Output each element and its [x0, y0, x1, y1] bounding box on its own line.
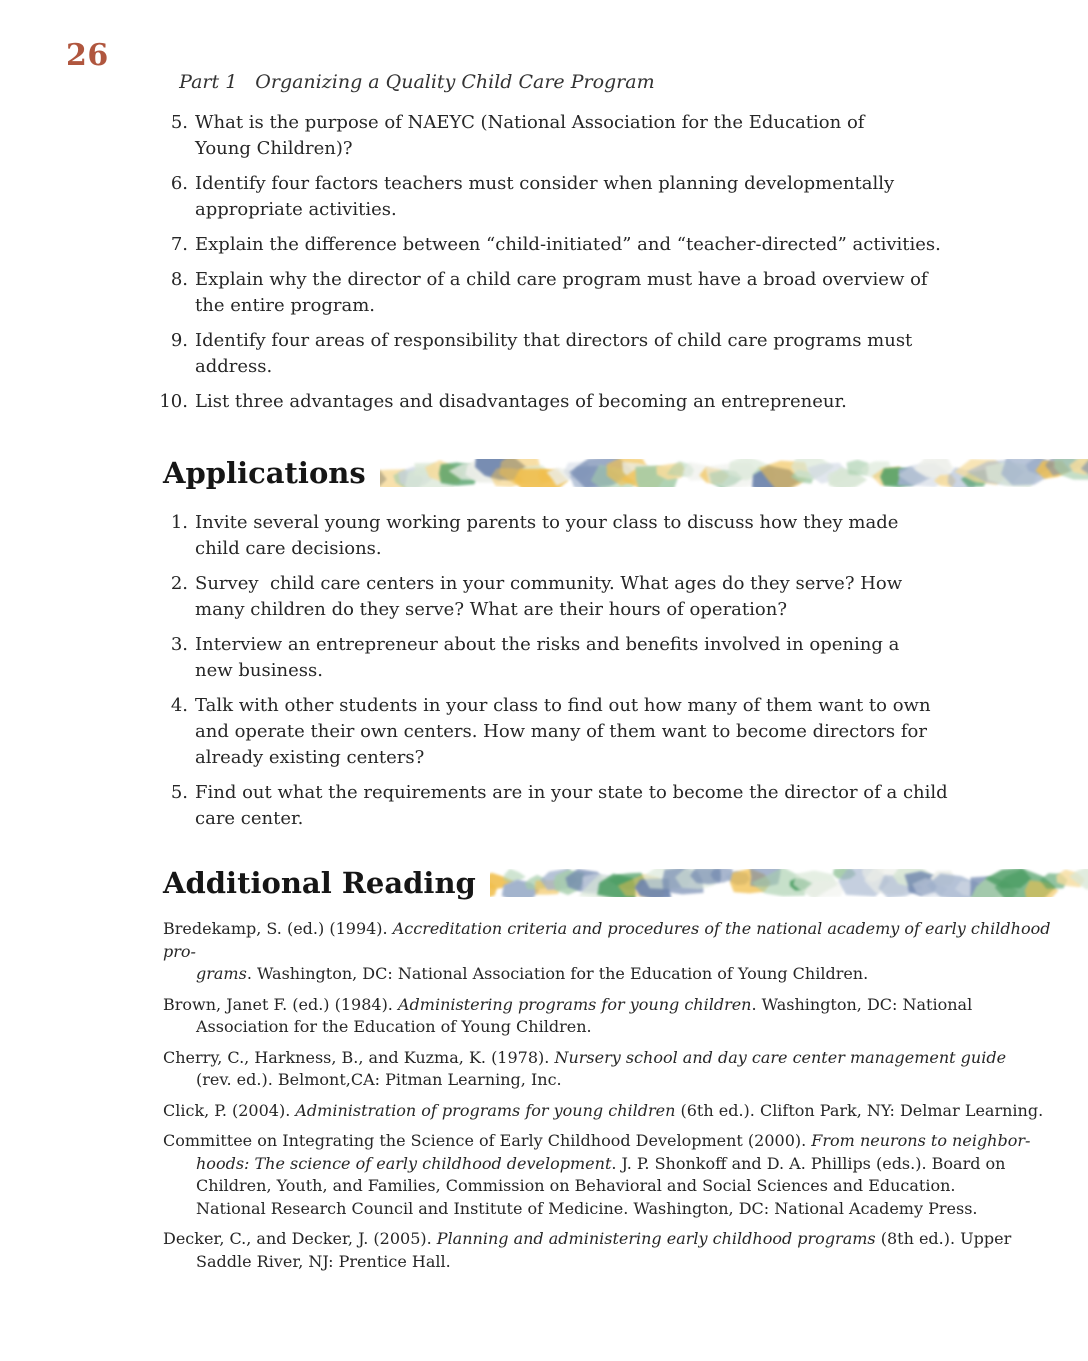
reference-text: Cherry, C., Harkness, B., and Kuzma, K. (1978).	[163, 1047, 555, 1067]
text-line: What is the purpose of NAEYC (National Association for the Education of	[195, 112, 865, 133]
running-head-title: Organizing a Quality Child Care Program	[255, 71, 655, 93]
list-item-text	[195, 110, 864, 162]
reference-line	[163, 918, 1088, 963]
applications-list	[156, 510, 1088, 841]
list-item-number: 4.	[170, 695, 188, 716]
page-number: 26	[66, 38, 109, 73]
reference-text: Children, Youth, and Families, Commission on Behavioral and Social Sciences and Education.	[196, 1176, 956, 1195]
reference-title-italic: From neurons to neighbor-	[811, 1131, 1031, 1150]
list-item-number: 3.	[170, 634, 188, 655]
text-line: address.	[195, 356, 273, 377]
list-item-number: 5.	[170, 782, 188, 803]
reference-text: Association for the Education of Young Children.	[196, 1017, 592, 1036]
reference-text: Brown, Janet F. (ed.) (1984).	[163, 994, 398, 1014]
text-line: Explain why the director of a child care program must have a broad overview of	[195, 269, 928, 290]
text-line: Identify four factors teachers must consider when planning developmentally	[195, 173, 895, 194]
reference-line	[163, 1047, 1088, 1070]
text-line: Interview an entrepreneur about the risks and benefits involved in opening a	[195, 634, 900, 655]
reference-line	[163, 1175, 1088, 1198]
list-item-text	[195, 328, 912, 380]
text-line: care center.	[195, 808, 304, 829]
list-item-text	[195, 389, 847, 415]
text-line: List three advantages and disadvantages of becoming an entrepreneur.	[195, 391, 847, 412]
list-item	[156, 267, 1088, 319]
list-item-text	[195, 693, 931, 771]
list-item-number: 8.	[170, 269, 188, 290]
reference-text: Committee on Integrating the Science of Early Childhood Development (2000).	[163, 1131, 812, 1150]
list-item	[156, 110, 1088, 162]
reference-title-italic: Administering programs for young children	[397, 994, 752, 1014]
reference-text: . Washington, DC: National	[751, 994, 973, 1014]
list-item-text	[195, 171, 894, 223]
text-line: appropriate activities.	[195, 199, 397, 220]
list-item	[156, 780, 1088, 832]
text-line: the entire program.	[195, 295, 376, 316]
text-line: Talk with other students in your class to find out how many of them want to own	[195, 695, 931, 716]
watercolor-band-decoration	[380, 459, 1088, 487]
list-item-text	[195, 780, 948, 832]
text-line: Explain the difference between “child-initiated” and “teacher-directed” activities.	[195, 234, 941, 255]
list-item-text	[195, 510, 898, 562]
reference-entry	[163, 1047, 1088, 1092]
running-head-part-label: Part 1	[179, 71, 238, 93]
text-line: Invite several young working parents to your class to discuss how they made	[195, 512, 899, 533]
list-item-number: 1.	[170, 512, 188, 533]
reference-text: (6th ed.). Clifton Park, NY: Delmar Learning.	[675, 1100, 1044, 1120]
page-content	[0, 96, 1088, 1281]
reference-title-italic: grams	[196, 964, 247, 983]
list-item	[156, 510, 1088, 562]
reference-title-italic: Administration of programs for young children	[295, 1100, 676, 1120]
reference-text: (8th ed.). Upper	[875, 1229, 1012, 1248]
text-line: Survey child care centers in your community. What ages do they serve? How	[195, 573, 903, 594]
list-item	[156, 389, 1088, 415]
list-item-text	[195, 571, 902, 623]
reference-line	[163, 1100, 1088, 1123]
list-item	[156, 171, 1088, 223]
reference-entry	[163, 1228, 1088, 1273]
reference-entry	[163, 994, 1088, 1039]
text-line: Identify four areas of responsibility that directors of child care programs must	[195, 330, 913, 351]
list-item-text	[195, 232, 941, 258]
section-title: Additional Reading	[163, 866, 476, 900]
text-line: Young Children)?	[195, 138, 353, 159]
list-item-number: 10.	[159, 391, 188, 412]
watercolor-band-decoration	[490, 869, 1088, 897]
reference-entry	[163, 1130, 1088, 1220]
reference-title-italic: Planning and administering early childhood programs	[436, 1229, 876, 1248]
reference-line	[163, 1069, 1088, 1092]
list-item-text	[195, 632, 899, 684]
list-item	[156, 693, 1088, 771]
reference-entry	[163, 1100, 1088, 1123]
text-line: new business.	[195, 660, 323, 681]
reference-text: (rev. ed.). Belmont,CA: Pitman Learning, Inc.	[196, 1070, 562, 1089]
list-item-number: 5.	[170, 112, 188, 133]
reference-line	[163, 1198, 1088, 1221]
list-item-number: 6.	[170, 173, 188, 194]
reference-text: . Washington, DC: National Association for the Education of Young Children.	[246, 964, 869, 983]
reference-title-italic: Accreditation criteria and procedures of the national academy of early childhood pro-	[163, 919, 1056, 961]
text-line: and operate their own centers. How many of them want to become directors for	[195, 721, 927, 742]
reference-text: Click, P. (2004).	[163, 1100, 296, 1120]
list-item-text	[195, 267, 928, 319]
list-item	[156, 571, 1088, 623]
reference-title-italic: Nursery school and day care center management guide	[554, 1047, 1007, 1067]
reference-text: Decker, C., and Decker, J. (2005).	[163, 1229, 437, 1248]
reference-line	[163, 1228, 1088, 1251]
reference-entry	[163, 918, 1088, 986]
reference-line	[163, 1016, 1088, 1039]
bibliography	[163, 918, 1088, 1281]
list-item-number: 2.	[170, 573, 188, 594]
additional-reading-section-heading	[163, 866, 1088, 900]
section-title: Applications	[163, 456, 366, 490]
list-item	[156, 328, 1088, 380]
reference-text: . J. P. Shonkoff and D. A. Phillips (eds.). Board on	[611, 1153, 1006, 1173]
reference-line	[163, 1153, 1088, 1176]
text-line: many children do they serve? What are their hours of operation?	[195, 599, 787, 620]
list-item	[156, 232, 1088, 258]
text-line: Find out what the requirements are in your state to become the director of a child	[195, 782, 948, 803]
text-line: already existing centers?	[195, 747, 425, 768]
reference-text: National Research Council and Institute of Medicine. Washington, DC: National Academy Press.	[196, 1198, 978, 1218]
reference-line	[163, 963, 1088, 986]
reference-text: Saddle River, NJ: Prentice Hall.	[196, 1251, 451, 1271]
list-item	[156, 632, 1088, 684]
applications-section-heading	[163, 456, 1088, 490]
reference-text: Bredekamp, S. (ed.) (1994).	[163, 919, 393, 938]
text-line: child care decisions.	[195, 538, 382, 559]
review-questions-list	[156, 110, 1088, 424]
reference-line	[163, 994, 1088, 1017]
reference-line	[163, 1130, 1088, 1153]
reference-title-italic: hoods: The science of early childhood development	[196, 1153, 612, 1173]
reference-line	[163, 1251, 1088, 1274]
list-item-number: 9.	[170, 330, 188, 351]
list-item-number: 7.	[170, 234, 188, 255]
